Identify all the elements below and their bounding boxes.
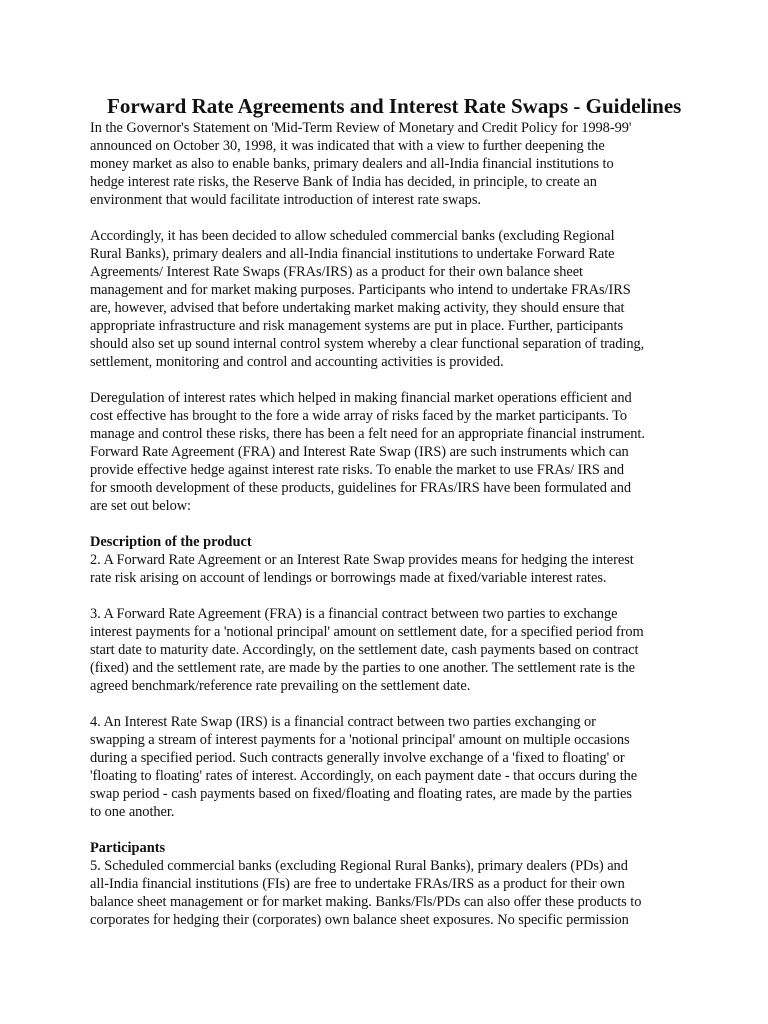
text-line: all-India financial institutions (FIs) are free to undertake FRAs/IRS as a product for their own <box>90 876 625 892</box>
text-line: Forward Rate Agreement (FRA) and Interest Rate Swap (IRS) are such instruments which can <box>90 444 629 460</box>
text-line: Rural Banks), primary dealers and all-India financial institutions to undertake Forward Rate <box>90 246 615 262</box>
text-line: 4. An Interest Rate Swap (IRS) is a financial contract between two parties exchanging or <box>90 714 596 730</box>
paragraph-5 <box>90 857 690 929</box>
text-line: are set out below: <box>90 498 192 514</box>
text-line: start date to maturity date. Accordingly, on the settlement date, cash payments based on contract <box>90 642 639 658</box>
text-line: 5. Scheduled commercial banks (excluding Regional Rural Banks), primary dealers (PDs) and <box>90 858 628 874</box>
paragraph-2 <box>90 551 690 587</box>
section-heading-participants: Participants <box>90 840 166 856</box>
text-line: In the Governor's Statement on 'Mid-Term Review of Monetary and Credit Policy for 1998-99' <box>90 120 632 136</box>
text-line: provide effective hedge against interest rate risks. To enable the market to use FRAs/ IRS and <box>90 462 625 478</box>
text-line: corporates for hedging their (corporates) own balance sheet exposures. No specific permission <box>90 912 629 928</box>
document-page <box>90 93 690 929</box>
text-line: cost effective has brought to the fore a wide array of risks faced by the market participants. To <box>90 408 628 424</box>
text-line: manage and control these risks, there has been a felt need for an appropriate financial instrument. <box>90 426 645 442</box>
deregulation-paragraph <box>90 389 690 515</box>
text-line: should also set up sound internal control system whereby a clear functional separation of trading, <box>90 336 645 352</box>
text-line: hedge interest rate risks, the Reserve Bank of India has decided, in principle, to create an <box>90 174 597 190</box>
text-line: agreed benchmark/reference rate prevailing on the settlement date. <box>90 678 471 694</box>
paragraph-3 <box>90 605 690 695</box>
text-line: money market as also to enable banks, primary dealers and all-India financial institutions to <box>90 156 614 172</box>
text-line: appropriate infrastructure and risk management systems are put in place. Further, participants <box>90 318 623 334</box>
accordingly-paragraph <box>90 227 690 371</box>
text-line: management and for market making purposes. Participants who intend to undertake FRAs/IRS <box>90 282 631 298</box>
text-line: 3. A Forward Rate Agreement (FRA) is a financial contract between two parties to exchange <box>90 606 618 622</box>
text-line: swap period - cash payments based on fixed/floating and floating rates, are made by the parties <box>90 786 632 802</box>
text-line: are, however, advised that before undertaking market making activity, they should ensure that <box>90 300 625 316</box>
text-line: for smooth development of these products, guidelines for FRAs/IRS have been formulated and <box>90 480 632 496</box>
text-line: balance sheet management or for market making. Banks/Fls/PDs can also offer these products to <box>90 894 642 910</box>
text-line: announced on October 30, 1998, it was indicated that with a view to further deepening the <box>90 138 605 154</box>
text-line: interest payments for a 'notional principal' amount on settlement date, for a specified period from <box>90 624 644 640</box>
text-line: (fixed) and the settlement rate, are made by the parties to one another. The settlement rate is the <box>90 660 636 676</box>
text-line: 'floating to floating' rates of interest. Accordingly, on each payment date - that occurs during the <box>90 768 638 784</box>
paragraph-4 <box>90 713 690 821</box>
text-line: rate risk arising on account of lendings or borrowings made at fixed/variable interest rates. <box>90 570 607 586</box>
section-heading-description: Description of the product <box>90 534 252 550</box>
text-line: swapping a stream of interest payments for a 'notional principal' amount on multiple occasions <box>90 732 630 748</box>
text-line: to one another. <box>90 804 175 820</box>
text-line: 2. A Forward Rate Agreement or an Interest Rate Swap provides means for hedging the interest <box>90 552 634 568</box>
text-line: Agreements/ Interest Rate Swaps (FRAs/IRS) as a product for their own balance sheet <box>90 264 583 280</box>
text-line: Deregulation of interest rates which helped in making financial market operations efficient and <box>90 390 632 406</box>
text-line: Accordingly, it has been decided to allow scheduled commercial banks (excluding Regional <box>90 228 615 244</box>
text-line: environment that would facilitate introduction of interest rate swaps. <box>90 192 481 208</box>
text-line: during a specified period. Such contracts generally involve exchange of a 'fixed to floating' or <box>90 750 625 766</box>
text-line: settlement, monitoring and control and accounting activities is provided. <box>90 354 504 370</box>
document-title: Forward Rate Agreements and Interest Rate Swaps - Guidelines <box>107 94 682 118</box>
intro-paragraph <box>90 119 690 209</box>
